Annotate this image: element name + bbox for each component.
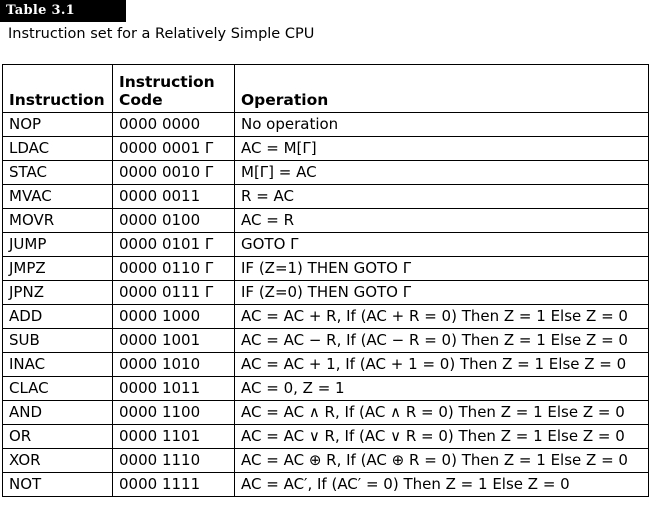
header-operation: Operation	[235, 65, 649, 113]
operation-cell: R = AC	[235, 185, 649, 209]
instruction-cell: NOT	[3, 473, 113, 497]
code-cell: 0000 1101	[113, 425, 235, 449]
operation-cell: AC = M[Γ]	[235, 137, 649, 161]
code-cell: 0000 1111	[113, 473, 235, 497]
code-cell: 0000 1010	[113, 353, 235, 377]
code-cell: 0000 1011	[113, 377, 235, 401]
operation-cell: AC = R	[235, 209, 649, 233]
header-row	[3, 65, 649, 113]
operation-cell: AC = AC − R, If (AC − R = 0) Then Z = 1 Else Z = 0	[235, 329, 649, 353]
instruction-cell: STAC	[3, 161, 113, 185]
operation-cell: AC = AC ∨ R, If (AC ∨ R = 0) Then Z = 1 Else Z = 0	[235, 425, 649, 449]
instruction-cell: JUMP	[3, 233, 113, 257]
code-cell: 0000 1110	[113, 449, 235, 473]
header-code-line1: Instruction	[119, 73, 215, 91]
table-caption: Instruction set for a Relatively Simple CPU	[8, 26, 315, 42]
code-cell: 0000 0011	[113, 185, 235, 209]
code-cell: 0000 1000	[113, 305, 235, 329]
table-row	[3, 401, 649, 425]
instruction-cell: SUB	[3, 329, 113, 353]
code-cell: 0000 0101 Γ	[113, 233, 235, 257]
instruction-cell: ADD	[3, 305, 113, 329]
instruction-cell: NOP	[3, 113, 113, 137]
instruction-cell: MOVR	[3, 209, 113, 233]
header-instruction: Instruction	[3, 65, 113, 113]
table-row	[3, 185, 649, 209]
operation-cell: M[Γ] = AC	[235, 161, 649, 185]
operation-cell: AC = AC′, If (AC′ = 0) Then Z = 1 Else Z = 0	[235, 473, 649, 497]
code-cell: 0000 0110 Γ	[113, 257, 235, 281]
table-row	[3, 449, 649, 473]
header-instruction-code	[113, 65, 235, 113]
instruction-cell: CLAC	[3, 377, 113, 401]
code-cell: 0000 1100	[113, 401, 235, 425]
table-row	[3, 281, 649, 305]
code-cell: 0000 0001 Γ	[113, 137, 235, 161]
code-cell: 0000 0111 Γ	[113, 281, 235, 305]
operation-cell: AC = AC + 1, If (AC + 1 = 0) Then Z = 1 Else Z = 0	[235, 353, 649, 377]
instruction-set-table	[2, 64, 649, 497]
table-row	[3, 473, 649, 497]
table-row	[3, 425, 649, 449]
table-row	[3, 257, 649, 281]
table-row	[3, 161, 649, 185]
code-cell: 0000 0100	[113, 209, 235, 233]
instruction-cell: MVAC	[3, 185, 113, 209]
table-row	[3, 137, 649, 161]
operation-cell: AC = AC ∧ R, If (AC ∧ R = 0) Then Z = 1 Else Z = 0	[235, 401, 649, 425]
header-code-line2: Code	[119, 91, 163, 109]
code-cell: 0000 0000	[113, 113, 235, 137]
instruction-cell: JMPZ	[3, 257, 113, 281]
instruction-cell: INAC	[3, 353, 113, 377]
table-row	[3, 209, 649, 233]
instruction-cell: JPNZ	[3, 281, 113, 305]
table-row	[3, 305, 649, 329]
code-cell: 0000 1001	[113, 329, 235, 353]
operation-cell: AC = AC ⊕ R, If (AC ⊕ R = 0) Then Z = 1 Else Z = 0	[235, 449, 649, 473]
table-row	[3, 377, 649, 401]
operation-cell: IF (Z=0) THEN GOTO Γ	[235, 281, 649, 305]
operation-cell: AC = 0, Z = 1	[235, 377, 649, 401]
instruction-cell: XOR	[3, 449, 113, 473]
instruction-cell: OR	[3, 425, 113, 449]
operation-cell: AC = AC + R, If (AC + R = 0) Then Z = 1 Else Z = 0	[235, 305, 649, 329]
operation-cell: No operation	[235, 113, 649, 137]
code-cell: 0000 0010 Γ	[113, 161, 235, 185]
operation-cell: GOTO Γ	[235, 233, 649, 257]
table-row	[3, 353, 649, 377]
instruction-cell: LDAC	[3, 137, 113, 161]
instruction-cell: AND	[3, 401, 113, 425]
table-row	[3, 329, 649, 353]
table-row	[3, 233, 649, 257]
table-label: Table 3.1	[0, 0, 126, 22]
table-row	[3, 113, 649, 137]
operation-cell: IF (Z=1) THEN GOTO Γ	[235, 257, 649, 281]
